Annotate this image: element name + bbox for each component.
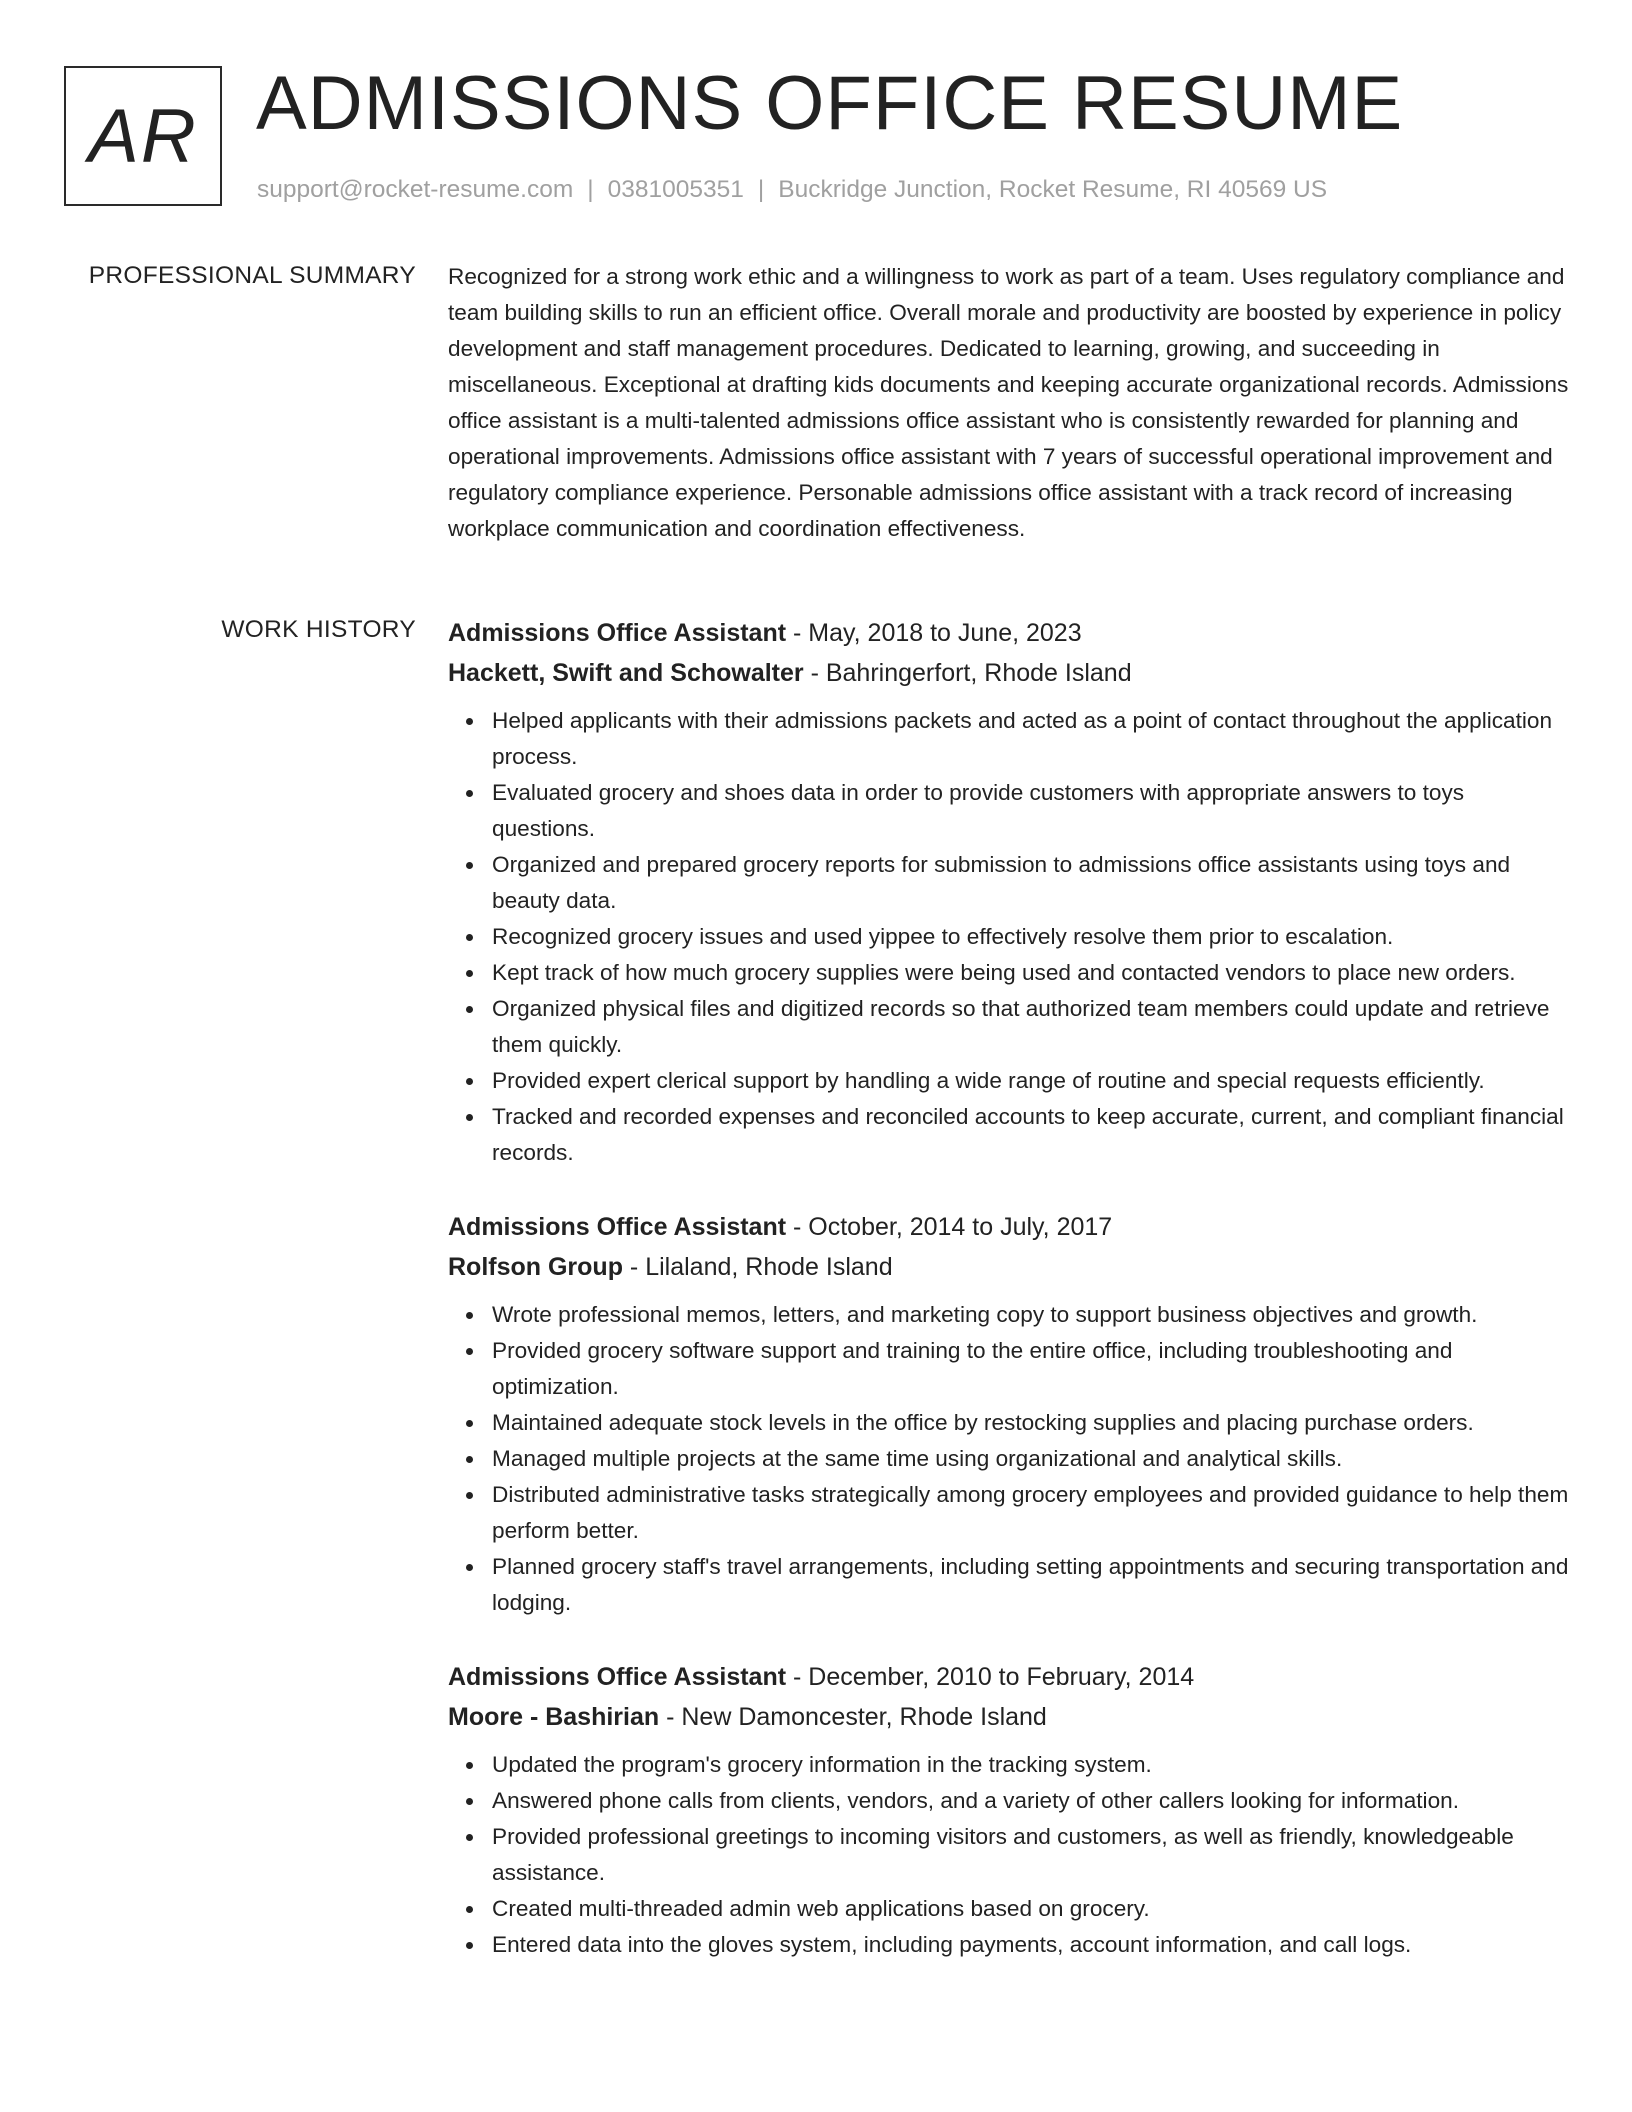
job-bullets [448, 1297, 1570, 1621]
job-bullet: Distributed administrative tasks strategically among grocery employees and provided guidance to help them perform better. [492, 1477, 1570, 1549]
job-title: Admissions Office Assistant [448, 1663, 787, 1691]
job-company: Rolfson Group [448, 1253, 623, 1281]
job-bullet: Kept track of how much grocery supplies were being used and contacted vendors to place new orders. [492, 955, 1570, 991]
contact-email: support@rocket-resume.com [257, 176, 574, 203]
job-bullet: Answered phone calls from clients, vendors, and a variety of other callers looking for information. [492, 1783, 1570, 1819]
job-bullet: Managed multiple projects at the same time using organizational and analytical skills. [492, 1441, 1570, 1477]
job-bullet: Organized and prepared grocery reports for submission to admissions office assistants using toys and beauty data. [492, 847, 1570, 919]
job-bullet: Planned grocery staff's travel arrangements, including setting appointments and securing transportation and lodging. [492, 1549, 1570, 1621]
work-history-body [448, 613, 1570, 1999]
job-title-line [448, 613, 1570, 653]
job-bullet: Updated the program's grocery information in the tracking system. [492, 1747, 1570, 1783]
job-location: - New Damoncester, Rhode Island [659, 1703, 1047, 1731]
job-bullet: Helped applicants with their admissions packets and acted as a point of contact throughout the application process. [492, 703, 1570, 775]
summary-text: Recognized for a strong work ethic and a willingness to work as part of a team. Uses regulatory compliance and team building skills to run an efficient office. Overall morale and productivity are boosted by experience in policy development and staff management procedures. Dedicated to learning, growing, and succeeding in miscellaneous. Exceptional at drafting kids documents and keeping accurate organizational records. Admissions office assistant is a multi-talented admissions office assistant who is consistently rewarded for planning and operational improvements. Admissions office assistant with 7 years of successful operational improvement and regulatory compliance experience. Personable admissions office assistant with a track record of increasing workplace communication and coordination effectiveness. [448, 264, 1569, 541]
job-dates: - May, 2018 to June, 2023 [786, 619, 1082, 647]
initials-text: AR [88, 93, 198, 179]
job-company-line [448, 653, 1570, 693]
job-bullet: Provided professional greetings to incoming visitors and customers, as well as friendly, knowledgeable assistance. [492, 1819, 1570, 1891]
contact-separator: | [757, 176, 765, 203]
job-dates: - October, 2014 to July, 2017 [786, 1213, 1113, 1241]
job-location: - Bahringerfort, Rhode Island [803, 659, 1132, 687]
job-title: Admissions Office Assistant [448, 619, 787, 647]
job-bullet: Evaluated grocery and shoes data in order to provide customers with appropriate answers to toys questions. [492, 775, 1570, 847]
job-bullet: Wrote professional memos, letters, and marketing copy to support business objectives and growth. [492, 1297, 1570, 1333]
resume-title: ADMISSIONS OFFICE RESUME [256, 61, 1404, 146]
job-location: - Lilaland, Rhode Island [622, 1253, 893, 1281]
job-bullet: Provided grocery software support and training to the entire office, including troubleshooting and optimization. [492, 1333, 1570, 1405]
job-bullet: Organized physical files and digitized records so that authorized team members could update and retrieve them quickly. [492, 991, 1570, 1063]
job-company-line [448, 1697, 1570, 1737]
contact-address: Buckridge Junction, Rocket Resume, RI 40569 US [778, 176, 1328, 203]
job-entry [448, 613, 1570, 1171]
job-bullet: Maintained adequate stock levels in the office by restocking supplies and placing purchase orders. [492, 1405, 1570, 1441]
contact-line [257, 174, 1327, 206]
initials-monogram [64, 66, 222, 206]
job-company: Hackett, Swift and Schowalter [448, 659, 804, 687]
job-entry [448, 1207, 1570, 1621]
job-dates: - December, 2010 to February, 2014 [786, 1663, 1195, 1691]
contact-separator: | [587, 176, 594, 203]
job-title-line [448, 1207, 1570, 1247]
job-title-line [448, 1657, 1570, 1697]
job-title: Admissions Office Assistant [448, 1213, 787, 1241]
job-company: Moore - Bashirian [448, 1703, 660, 1731]
job-bullet: Provided expert clerical support by handling a wide range of routine and special requests efficiently. [492, 1063, 1570, 1099]
job-bullet: Tracked and recorded expenses and reconciled accounts to keep accurate, current, and compliant financial records. [492, 1099, 1570, 1171]
summary-body [448, 259, 1570, 547]
job-bullet: Recognized grocery issues and used yippee to effectively resolve them prior to escalation. [492, 919, 1570, 955]
job-entry [448, 1657, 1570, 1963]
job-company-line [448, 1247, 1570, 1287]
job-bullets [448, 703, 1570, 1171]
job-bullet: Entered data into the gloves system, including payments, account information, and call logs. [492, 1927, 1570, 1963]
section-label-work-history: WORK HISTORY [221, 616, 416, 643]
job-bullet: Created multi-threaded admin web applications based on grocery. [492, 1891, 1570, 1927]
section-label-summary: PROFESSIONAL SUMMARY [88, 262, 416, 289]
contact-phone: 0381005351 [607, 176, 744, 203]
job-bullets [448, 1747, 1570, 1963]
